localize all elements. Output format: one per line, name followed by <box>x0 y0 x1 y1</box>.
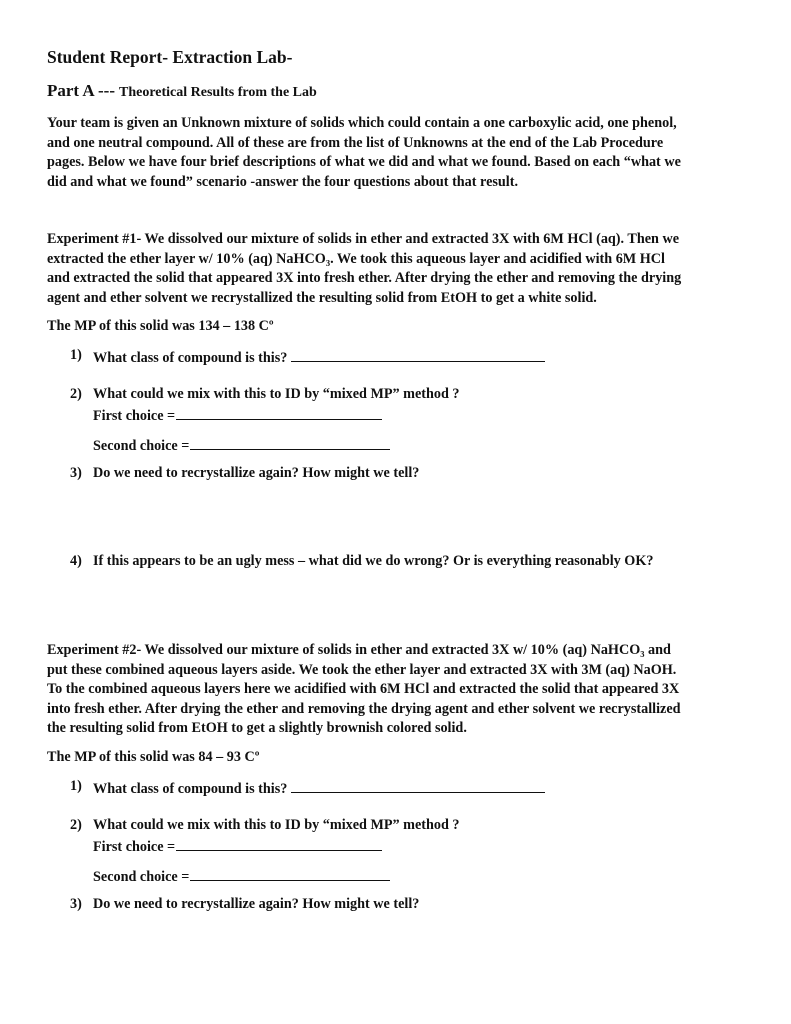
experiment1-second-choice-blank[interactable] <box>190 435 390 450</box>
experiment1-mp: The MP of this solid was 134 – 138 Cº <box>47 318 274 334</box>
experiment1-q4-text: If this appears to be an ugly mess – what did we do wrong? Or is everything reasonably OK? <box>93 553 654 569</box>
experiment2-first-choice-blank[interactable] <box>176 836 382 851</box>
experiment2-q1-number: 1) <box>70 778 82 794</box>
experiment1-description <box>47 230 755 308</box>
experiment1-first-choice <box>93 405 382 425</box>
first-choice-label: First choice = <box>93 408 176 424</box>
experiment2-line: into fresh ether. After drying the ether and removing the drying agent and ether solvent we recrystallized <box>47 700 681 717</box>
part-a-label: Part A --- <box>47 81 115 100</box>
intro-paragraph <box>47 114 755 192</box>
experiment1-q3-text: Do we need to recrystallize again? How might we tell? <box>93 465 420 481</box>
experiment1-line: Experiment #1- We dissolved our mixture of solids in ether and extracted 3X with 6M HCl (aq). Then we <box>47 231 679 247</box>
part-a-heading <box>47 81 317 101</box>
second-choice-label: Second choice = <box>93 869 190 885</box>
intro-line: did and what we found” scenario -answer the four questions about that result. <box>47 173 519 190</box>
experiment1-q1-text: What class of compound is this? <box>93 350 288 366</box>
experiment1-q4-number: 4) <box>70 553 82 569</box>
experiment1-q2-text: What could we mix with this to ID by “mixed MP” method ? <box>93 386 460 402</box>
experiment1-line: extracted the ether layer w/ 10% (aq) NaHCO₃. We took this aqueous layer and acidified with 6M HCl <box>47 250 665 267</box>
part-a-subtitle: Theoretical Results from the Lab <box>118 85 317 100</box>
experiment2-line: put these combined aqueous layers aside. We took the ether layer and extracted 3X with 3M (aq) NaOH. <box>47 661 677 678</box>
experiment2-line: the resulting solid from EtOH to get a slightly brownish colored solid. <box>47 720 467 736</box>
intro-line: pages. Below we have four brief descriptions of what we did and what we found. Based on each “what we <box>47 154 681 170</box>
page-title: Student Report- Extraction Lab- <box>47 47 293 67</box>
experiment2-description <box>47 641 755 739</box>
experiment2-second-choice <box>93 866 390 886</box>
experiment2-second-choice-blank[interactable] <box>190 866 390 881</box>
second-choice-label: Second choice = <box>93 438 190 454</box>
experiment1-q2-number: 2) <box>70 386 82 402</box>
experiment1-q3-number: 3) <box>70 465 82 481</box>
experiment2-q3-text: Do we need to recrystallize again? How might we tell? <box>93 896 420 912</box>
experiment2-q1-text: What class of compound is this? <box>93 781 288 797</box>
experiment1-line: and extracted the solid that appeared 3X into fresh ether. After drying the ether and removing the drying <box>47 270 682 286</box>
experiment1-first-choice-blank[interactable] <box>176 405 382 420</box>
experiment2-line: To the combined aqueous layers here we acidified with 6M HCl and extracted the solid that appeared 3X <box>47 681 680 697</box>
experiment2-q1 <box>93 778 545 798</box>
first-choice-label: First choice = <box>93 839 176 855</box>
experiment2-q2-number: 2) <box>70 817 82 833</box>
intro-line: Your team is given an Unknown mixture of solids which could contain a one carboxylic acid, one phenol, <box>47 115 677 131</box>
experiment1-q1-answer-blank[interactable] <box>291 347 545 362</box>
experiment1-q1-number: 1) <box>70 347 82 363</box>
experiment2-q3-number: 3) <box>70 896 82 912</box>
intro-line: and one neutral compound. All of these are from the list of Unknowns at the end of the Lab Procedure <box>47 134 664 151</box>
experiment2-first-choice <box>93 836 382 856</box>
experiment1-line: agent and ether solvent we recrystallized the resulting solid from EtOH to get a white solid. <box>47 289 597 306</box>
experiment2-mp: The MP of this solid was 84 – 93 Cº <box>47 749 260 765</box>
experiment1-q1 <box>93 347 545 367</box>
experiment2-q2-text: What could we mix with this to ID by “mixed MP” method ? <box>93 817 460 833</box>
experiment2-line: Experiment #2- We dissolved our mixture of solids in ether and extracted 3X w/ 10% (aq) NaHCO₃ and <box>47 642 671 658</box>
experiment2-q1-answer-blank[interactable] <box>291 778 545 793</box>
experiment1-second-choice <box>93 435 390 455</box>
